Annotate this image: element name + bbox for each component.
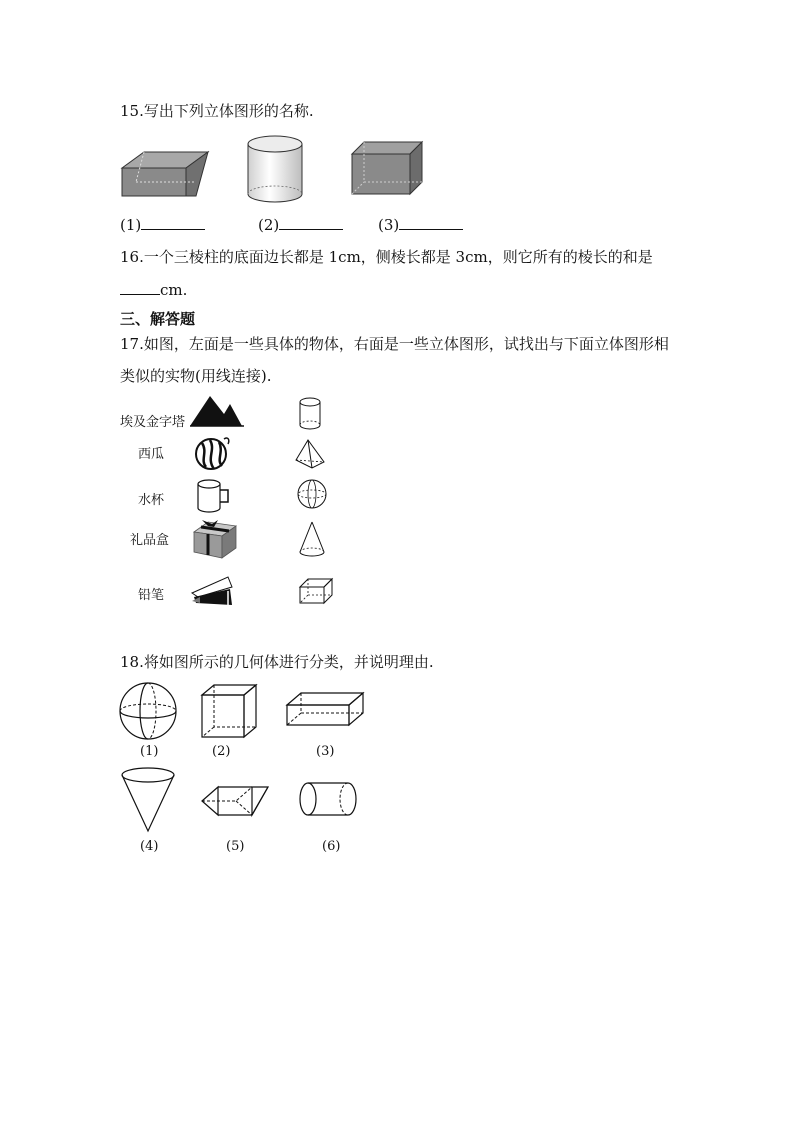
- q18-sphere-figure: [118, 681, 180, 743]
- q17-text-line2: 类似的实物(用线连接).: [120, 367, 272, 385]
- q18-text: 18.将如图所示的几何体进行分类，并说明理由.: [120, 653, 434, 671]
- sphere-icon: [296, 478, 330, 512]
- q18-label-6: (6): [322, 839, 341, 854]
- q15-text: 15.写出下列立体图形的名称.: [120, 102, 314, 120]
- pyramid-picture: [190, 394, 244, 428]
- q15-answer-1: (1): [120, 215, 205, 235]
- q18-cube-figure: [200, 683, 258, 739]
- q18-label-1: (1): [140, 744, 159, 759]
- answer-blank[interactable]: [279, 215, 343, 230]
- q18-cuboid-figure: [285, 691, 365, 727]
- q18-label-5: (5): [226, 839, 245, 854]
- gift-box-picture: [192, 520, 238, 560]
- watermelon-picture: [194, 434, 234, 472]
- q18-cylinder-figure: [298, 781, 360, 819]
- q16-answer-line: cm.: [120, 280, 187, 300]
- q16-text: 16.一个三棱柱的底面边长都是 1cm，侧棱长都是 3cm，则它所有的棱长的和是: [120, 248, 653, 266]
- q18-label-2: (2): [212, 744, 231, 759]
- object-label-gift-box: 礼品盒: [130, 533, 170, 548]
- section-heading: 三、解答题: [120, 310, 196, 328]
- cuboid-icon: [298, 577, 334, 605]
- cone-icon: [298, 520, 326, 560]
- q18-cone-figure: [120, 767, 176, 835]
- q17-text-line1: 17.如图，左面是一些具体的物体，右面是一些立体图形，试找出与下面立体图形相: [120, 335, 669, 353]
- q15-cuboid-figure: [352, 142, 424, 196]
- object-label-watermelon: 西瓜: [138, 447, 165, 462]
- q15-answer-3: (3): [378, 215, 463, 235]
- cylinder-icon: [298, 397, 322, 431]
- cup-picture: [196, 478, 234, 514]
- pencil-picture: [192, 575, 236, 607]
- tetrahedron-icon: [294, 438, 328, 472]
- object-label-cup: 水杯: [138, 493, 165, 508]
- q15-answer-2: (2): [258, 215, 343, 235]
- q18-label-4: (4): [140, 839, 159, 854]
- answer-blank[interactable]: [399, 215, 463, 230]
- q15-cylinder-figure: [246, 134, 304, 204]
- object-label-pencil: 铅笔: [138, 588, 165, 603]
- q18-triangular-prism-figure: [200, 785, 270, 821]
- q15-slanted-prism-figure: [122, 150, 210, 198]
- object-label-pyramid: 埃及金字塔: [120, 415, 186, 430]
- q18-label-3: (3): [316, 744, 335, 759]
- answer-blank[interactable]: [120, 280, 160, 295]
- answer-blank[interactable]: [141, 215, 205, 230]
